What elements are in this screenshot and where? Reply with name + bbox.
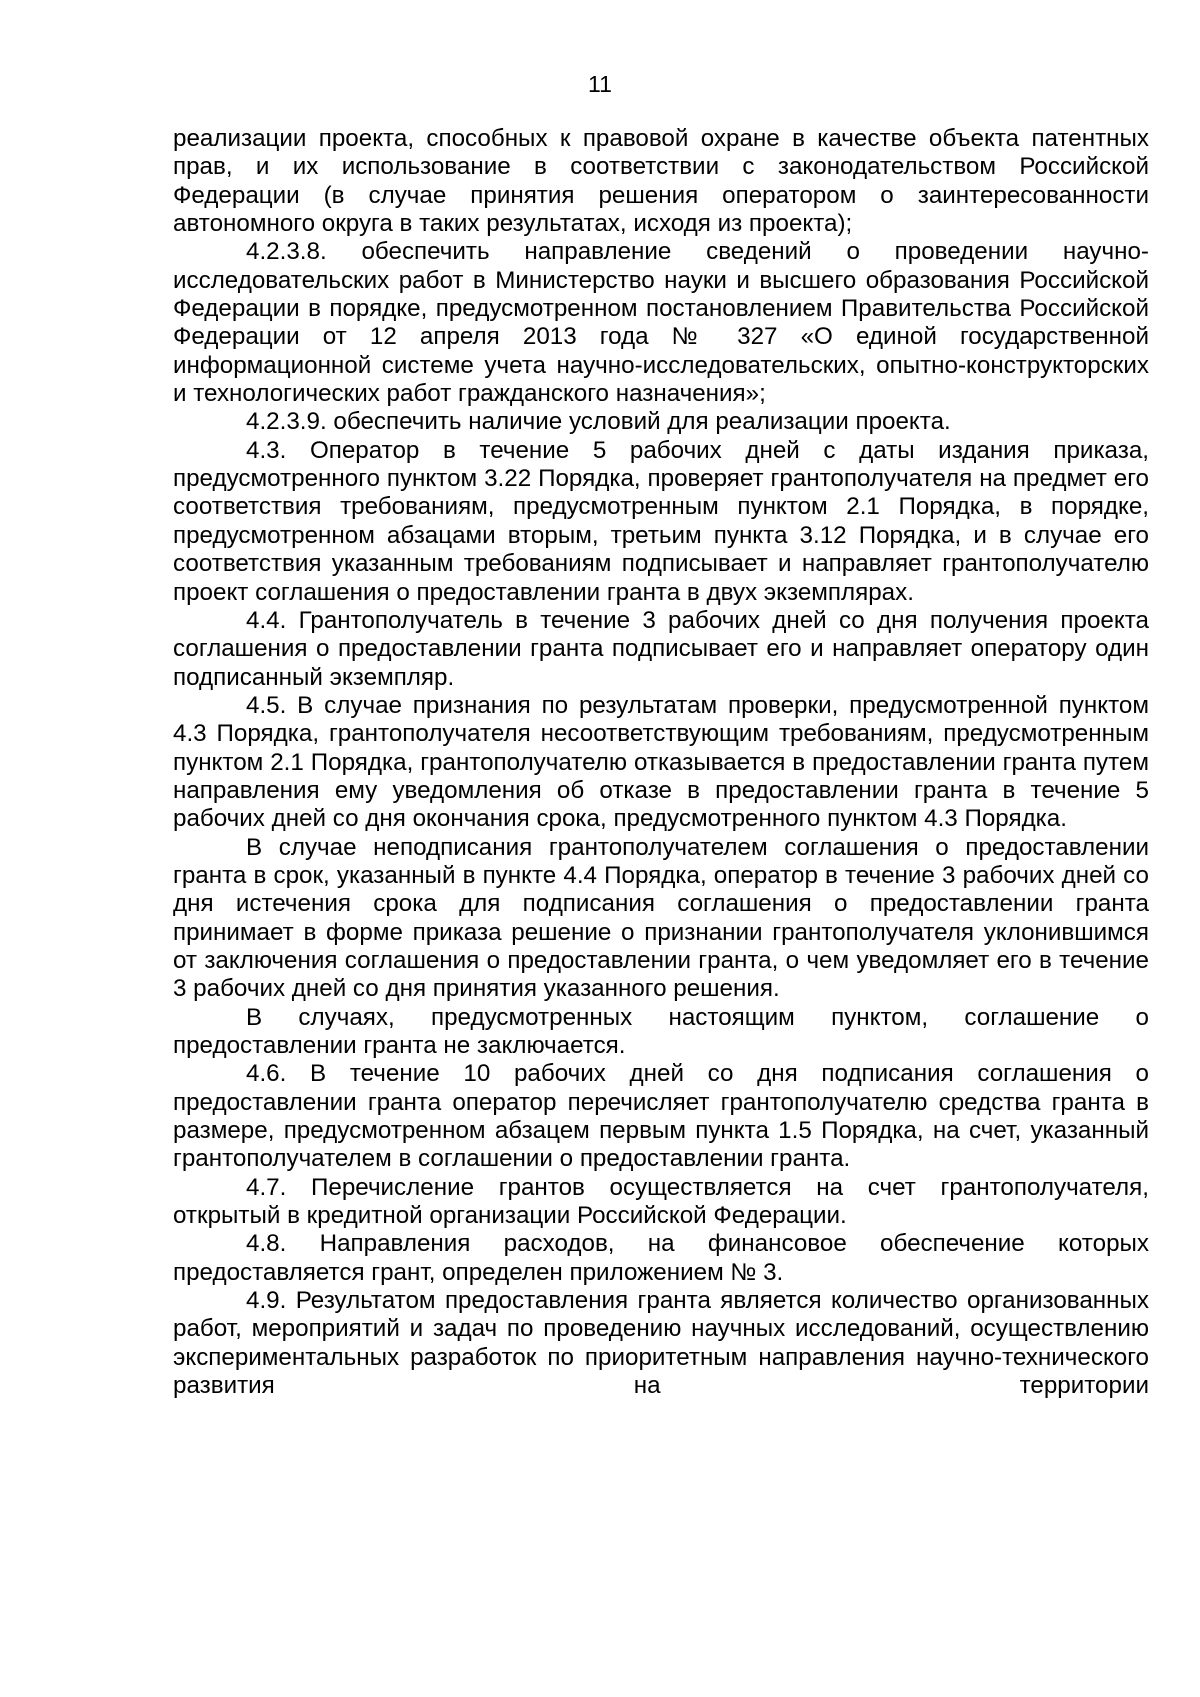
page-number: 11 bbox=[588, 71, 612, 97]
paragraph-4-2-3-8: 4.2.3.8. обеспечить направление сведений о проведении научно-исследовательских работ в Министерство науки и высшего образования Российской Федерации в порядке, предусмотренном постановлением Правительства Российской Федерации от 12 апреля 2013 года № 327 «О единой государственной информационной системе учета научно-исследовательских, опытно-конструкторских и технологических работ гражданского назначения»; bbox=[173, 238, 1149, 408]
paragraph-4-5-non-signing: В случае неподписания грантополучателем соглашения о предоставлении гранта в срок, указанный в пункте 4.4 Порядка, оператор в течение 3 рабочих дней со дня истечения срока для подписания соглашения о предоставлении гранта принимает в форме приказа решение о признании грантополучателя уклонившимся от заключения соглашения о предоставлении гранта, о чем уведомляет его в течение 3 рабочих дней со дня принятия указанного решения. bbox=[173, 833, 1149, 1003]
paragraph-4-7: 4.7. Перечисление грантов осуществляется на счет грантополучателя, открытый в кредитной организации Российской Федерации. bbox=[173, 1173, 1149, 1230]
paragraph-continuation: реализации проекта, способных к правовой охране в качестве объекта патентных прав, и их использование в соответствии с законодательством Российской Федерации (в случае принятия решения оператором о заинтересованности автономного округа в таких результатах, исходя из проекта); bbox=[173, 125, 1149, 238]
paragraph-4-2-3-9: 4.2.3.9. обеспечить наличие условий для реализации проекта. bbox=[246, 408, 951, 436]
paragraph-4-4: 4.4. Грантополучатель в течение 3 рабочих дней со дня получения проекта соглашения о предоставлении гранта подписывает его и направляет оператору один подписанный экземпляр. bbox=[173, 606, 1149, 691]
paragraph-4-5-not-concluded: В случаях, предусмотренных настоящим пунктом, соглашение о предоставлении гранта не заключается. bbox=[173, 1003, 1149, 1059]
paragraph-4-3: 4.3. Оператор в течение 5 рабочих дней с даты издания приказа, предусмотренного пунктом 3.22 Порядка, проверяет грантополучателя на предмет его соответствия требованиям, предусмотренным пунктом 2.1 Порядка, в порядке, предусмотренном абзацами вторым, третьим пункта 3.12 Порядка, и в случае его соответствия указанным требованиям подписывает и направляет грантополучателю проект соглашения о предоставлении гранта в двух экземплярах. bbox=[173, 436, 1149, 606]
paragraph-4-9: 4.9. Результатом предоставления гранта является количество организованных работ, мероприятий и задач по проведению научных исследований, осуществлению экспериментальных разработок по приоритетным направления научно-технического развития на территории bbox=[173, 1287, 1149, 1400]
paragraph-4-8: 4.8. Направления расходов, на финансовое обеспечение которых предоставляется грант, определен приложением № 3. bbox=[173, 1230, 1149, 1286]
document-body bbox=[173, 125, 1149, 1400]
paragraph-4-5: 4.5. В случае признания по результатам проверки, предусмотренной пунктом 4.3 Порядка, грантополучателя несоответствующим требованиям, предусмотренным пунктом 2.1 Порядка, грантополучателю отказывается в предоставлении гранта путем направления ему уведомления об отказе в предоставлении гранта в течение 5 рабочих дней со дня окончания срока, предусмотренного пунктом 4.3 Порядка. bbox=[173, 691, 1149, 833]
paragraph-4-6: 4.6. В течение 10 рабочих дней со дня подписания соглашения о предоставлении гранта оператор перечисляет грантополучателю средства гранта в размере, предусмотренном абзацем первым пункта 1.5 Порядка, на счет, указанный грантополучателем в соглашении о предоставлении гранта. bbox=[173, 1060, 1149, 1173]
